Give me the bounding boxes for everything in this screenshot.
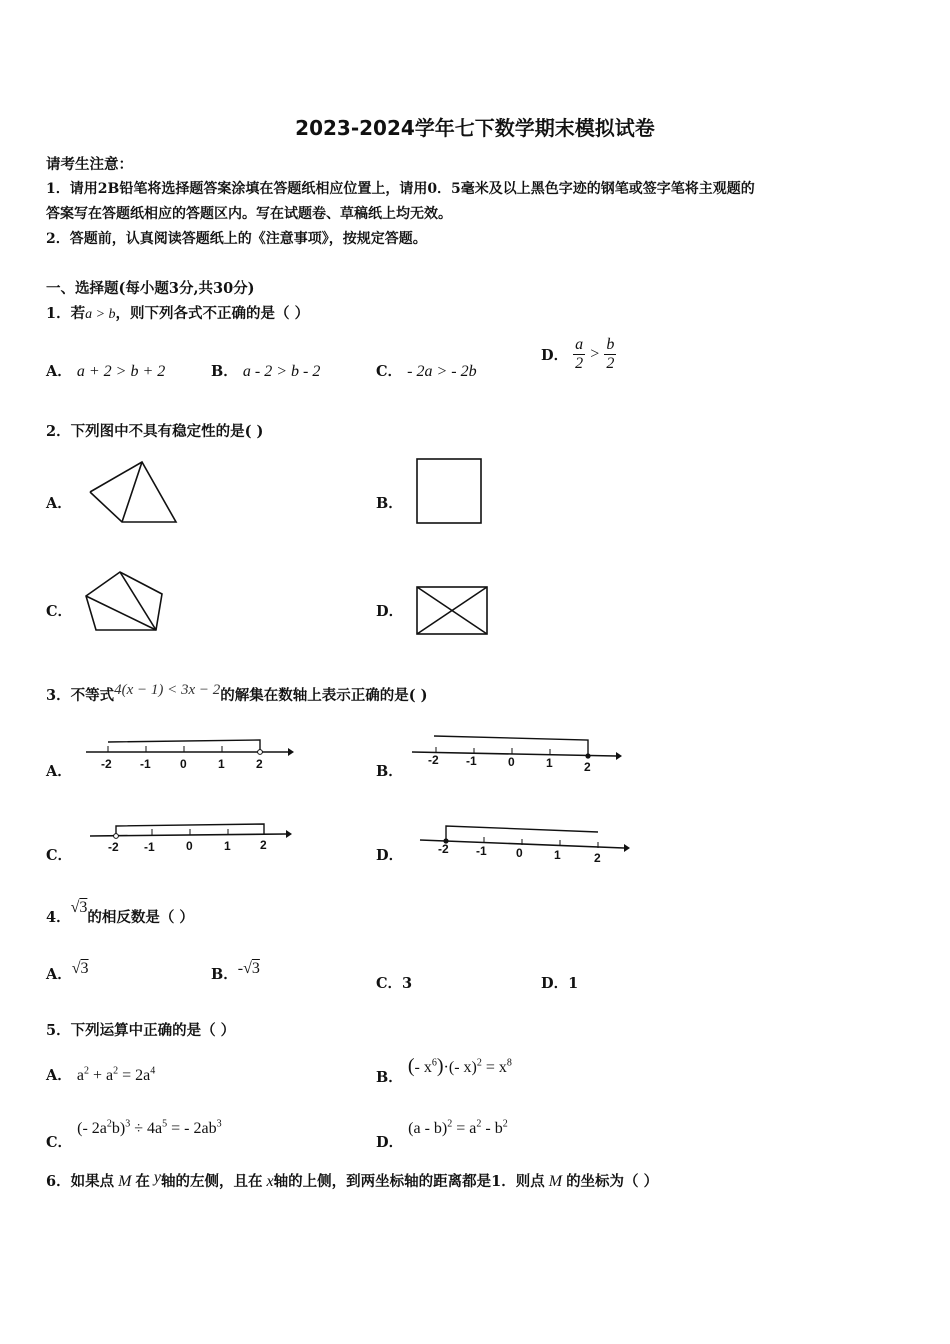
number-line-b	[410, 732, 624, 776]
q5-option-d[interactable]: D． $(a - b)^2 = a^2 - b^2$	[376, 1118, 508, 1151]
tick-label: 2	[260, 838, 267, 852]
q3-option-d[interactable]: D．	[376, 847, 404, 864]
tick-label: 0	[508, 755, 515, 769]
q5-option-b[interactable]: B． (- $x^6)\cdot(-$ $x)^2 = x^8$	[376, 1055, 512, 1086]
number-line-d	[418, 820, 632, 866]
page-title: 2023-2024学年七下数学期末模拟试卷	[295, 116, 655, 140]
tick-label: -1	[466, 754, 477, 768]
number-line-c	[88, 818, 296, 858]
math-expression: (- $x^6)\cdot(-$ $x)^2 = x^8$	[407, 1055, 512, 1077]
notice-line-2: 答案写在答题纸相应的答题区内。写在试题卷、草稿纸上均无效。	[46, 206, 452, 222]
tick-label: 1	[546, 756, 553, 770]
question-6-stem: 6．如果点 M 在 y轴的左侧，且在 x轴的上侧，到两坐标轴的距离都是1．则点 M 的坐标为（ ）	[46, 1169, 659, 1190]
tick-label: 0	[186, 839, 193, 853]
q4-option-b[interactable]: B．-√3	[211, 960, 260, 983]
q1-option-a[interactable]: A． a + 2 > b + 2	[46, 363, 166, 380]
number-line-a	[84, 732, 294, 774]
q1-option-b[interactable]: B． a - 2 > b - 2	[211, 363, 321, 380]
tick-label: 0	[516, 846, 523, 860]
q2-option-b[interactable]: B．	[376, 495, 403, 512]
section-heading: 一、选择题(每小题3分,共30分)	[46, 280, 255, 297]
q3-option-b[interactable]: B．	[376, 763, 403, 780]
q2-option-a[interactable]: A．	[46, 495, 72, 512]
tick-label: 1	[218, 757, 225, 771]
q4-option-d[interactable]: D．1	[541, 975, 579, 992]
tick-label: 0	[180, 757, 187, 771]
question-2-stem: 2．下列图中不具有稳定性的是( )	[46, 423, 264, 440]
q2-option-c[interactable]: C．	[46, 603, 73, 620]
tick-label: 2	[584, 760, 591, 774]
q5-option-c[interactable]: C． (- $2a^2b)^3 \div 4a^5$ = - $2ab^3$	[46, 1118, 222, 1151]
q1-option-d[interactable]: D． $\frac{a}{2}$ > $\frac{b}{2}$	[541, 336, 615, 372]
sqrt-icon: √3	[71, 960, 89, 977]
math-expression: (- $2a^2b)^3 \div 4a^5$ = - $2ab^3$	[77, 1118, 222, 1137]
tick-label: -1	[140, 757, 151, 771]
tick-label: 1	[224, 839, 231, 853]
q2-option-d[interactable]: D．	[376, 603, 404, 620]
notice-line-1: 1．请用2B铅笔将选择题答案涂填在答题纸相应位置上，请用0．5毫米及以上黑色字迹的钢笔或签字笔将主观题的	[46, 181, 755, 197]
tick-label: -2	[438, 842, 449, 856]
rectangle-diagonals-figure	[414, 584, 492, 638]
q3-option-c[interactable]: C．	[46, 847, 73, 864]
question-4-stem: 4．√3的相反数是（ ）	[46, 899, 194, 926]
q4-option-c[interactable]: C．3	[376, 975, 413, 992]
notice-line-3: 2．答题前，认真阅读答题纸上的《注意事项》，按规定答题。	[46, 231, 427, 247]
tick-label: 2	[256, 757, 263, 771]
tick-label: 1	[554, 848, 561, 862]
math-expression: $(a - b)^2 = a^2 - b^2$	[408, 1118, 508, 1137]
tick-label: -2	[101, 757, 112, 771]
tick-label: 2	[594, 851, 601, 865]
q4-option-a[interactable]: A．√3	[46, 960, 89, 983]
notice-heading: 请考生注意：	[46, 156, 133, 173]
triangle-figure	[88, 460, 180, 526]
tick-label: -2	[428, 753, 439, 767]
square-figure	[414, 456, 486, 528]
q3-option-a[interactable]: A．	[46, 763, 72, 780]
tick-label: -1	[144, 840, 155, 854]
tick-marks	[108, 746, 260, 752]
sqrt-icon: √3	[70, 899, 88, 916]
tick-label: -1	[476, 844, 487, 858]
question-1-stem: 1．若a > b，则下列各式不正确的是（ ）	[46, 305, 310, 322]
q5-option-a[interactable]: A． $a^2 + a^2 = 2a^4$	[46, 1065, 156, 1084]
question-3-stem: 3．不等式4(x − 1) < 3x − 2的解集在数轴上表示正确的是( )	[46, 682, 428, 704]
sqrt-icon: √3	[243, 960, 260, 977]
tick-label: -2	[108, 840, 119, 854]
pentagon-figure	[82, 568, 168, 636]
question-5-stem: 5．下列运算中正确的是（ ）	[46, 1022, 236, 1039]
math-expression: $a^2 + a^2 = 2a^4$	[76, 1065, 156, 1084]
q1-option-c[interactable]: C． - 2a > - 2b	[376, 363, 477, 380]
